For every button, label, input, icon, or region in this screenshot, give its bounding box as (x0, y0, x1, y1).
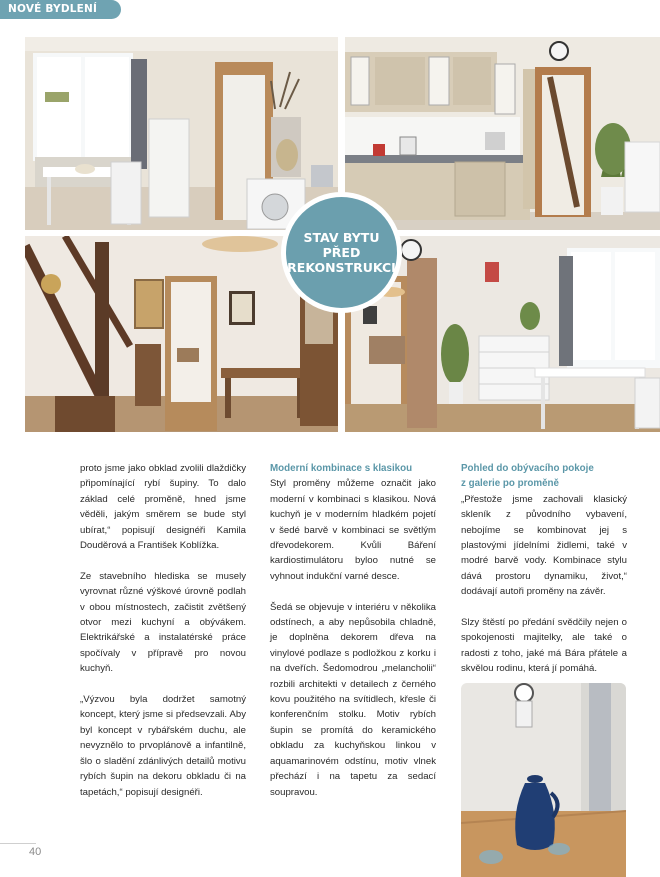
column3-heading (461, 461, 627, 492)
text-column-1 (80, 461, 246, 815)
photo-vase-table (461, 683, 626, 877)
column3-paragraph-2: Slzy štěstí po předání svědčily nejen o spokojenosti majitelky, ale také o radosti z toho, jaké má Bára přátele a skvělou rodinu, která jí pomáhá. (461, 617, 627, 675)
badge-circle (286, 197, 397, 308)
photo-dining-room-window (25, 37, 338, 230)
column3-heading-line-1: Pohled do obývacího pokoje (461, 463, 594, 474)
badge-line-3: REKONSTRUKCI (287, 260, 396, 275)
badge-line-1: STAV BYTU (303, 230, 380, 245)
photo-kitchen (345, 37, 660, 230)
badge-line-2: PŘED (322, 245, 361, 260)
column2-paragraph-1: Styl proměny můžeme označit jako moderní v kombinaci s klasikou. Nová kuchyň je v moderním hladkém pojetí v šedé barvě v kombinaci se světlým dřevodekorem. Kvůli Báření kardiostimulátoru byloo nutné se vyhnout indukční varné desce. (270, 478, 436, 582)
column3-paragraph-1: „Přestože jsme zachovali klasický skleník z původního vybavení, nebojíme se kombinovat jej s plastovými jídelními židlemi, také v modré barvě vody. Kombinace stylu dává prostoru dynamiku, život,“ dodávají autoři proměny na závěr. (461, 493, 627, 598)
footer-rule (0, 843, 36, 844)
text-column-2 (270, 461, 436, 815)
column1-paragraph-1: proto jsme jako obklad zvolili dlaždičky připomínající rybí šupiny. To dalo základ celé proměně, hned jsme věděli, jakým směrem se bude styl ubírat,“ popisují designéři Kamila Douděrová a František Koblížka. (80, 463, 246, 552)
column3-heading-line-2: z galerie po proměně (461, 478, 559, 490)
column1-paragraph-2: Ze stavebního hlediska se musely vyrovnat různé výškové úrovně podlah v obou místnostech, začistit zvětšený otvor mezi kuchyní a obývákem. Elektrikářské a instalatérské práce spočívaly v přípravě pro novou kuchyň. (80, 570, 246, 675)
column2-heading: Moderní kombinace s klasikou (270, 463, 413, 474)
text-column-3 (461, 461, 627, 692)
column1-paragraph-3: „Výzvou byla dodržet samotný koncept, který jsme si předsevzali. Aby byl koncept v rybářském duchu, ale nevyznělo to prvoplánově a infantilně, šlo o sladění zdánlivých detailů motivu rybích šupin na dekoru obkladu či na tapetách,“ popisují designéři. (80, 694, 246, 798)
section-tab (0, 0, 121, 19)
section-badge (281, 192, 402, 313)
page-number: 40 (29, 846, 42, 858)
section-label: NOVÉ BYDLENÍ (8, 3, 98, 15)
column2-paragraph-2: Šedá se objevuje v interiéru v několika odstínech, a aby nepůsobila chladně, je doplněna dekorem dřeva na vinylové podlaze s podložkou z korku i na dveřích. Šedomodrou „melancholii“ rozbili architekti v detailech z černého kovu použitého na svítidlech, křesle či konferenčním stolku. Motiv rybích šupin se promítá do keramického obkladu za kuchyňskou linkou v aquamarinovém odstínu, motiv vlnek přechází i na tapetu za sedací soupravou. (270, 601, 436, 798)
